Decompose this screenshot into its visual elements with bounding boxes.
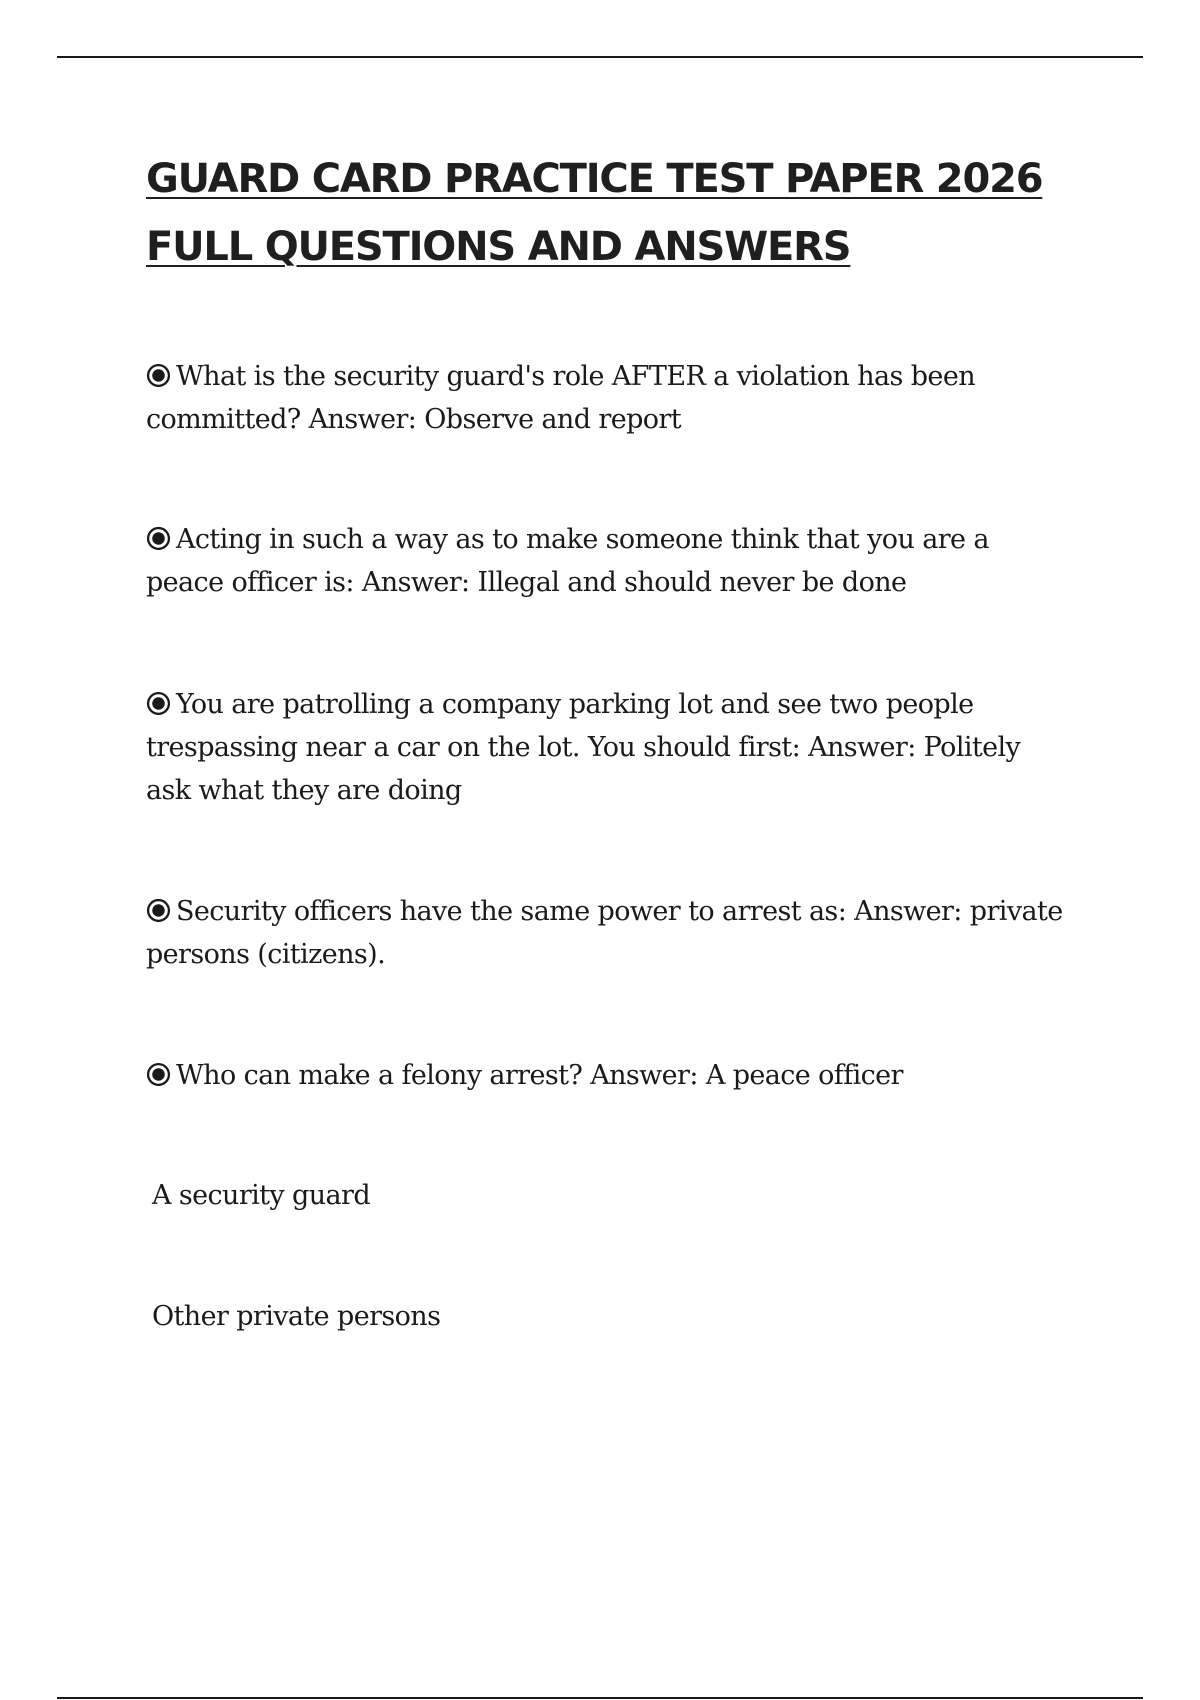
radio-bullet-icon [146,363,171,388]
question-text: Who can make a felony arrest? Answer: A peace officer [176,1060,903,1091]
bottom-rule [57,1697,1143,1699]
answer-option: Other private persons [152,1301,441,1332]
radio-bullet-icon [146,691,171,716]
question-item [146,1054,1066,1097]
question-item [146,890,1066,976]
question-text: What is the security guard's role AFTER a violation has been committed? Answer: Observe and report [146,361,975,435]
question-text: Acting in such a way as to make someone think that you are a peace officer is: Answer: Illegal and should never be done [146,524,989,598]
radio-bullet-icon [146,1062,171,1087]
question-text: Security officers have the same power to arrest as: Answer: private persons (citizens). [146,896,1063,970]
question-item [146,518,1066,604]
radio-bullet-icon [146,526,171,551]
document-title: GUARD CARD PRACTICE TEST PAPER 2026 FULL QUESTIONS AND ANSWERS [146,156,1043,270]
answer-option: A security guard [152,1180,371,1211]
question-item [146,683,1066,812]
question-item [146,355,1066,441]
question-text: You are patrolling a company parking lot and see two people trespassing near a car on the lot. You should first: Answer: Politely ask what they are doing [146,689,1021,806]
top-rule [57,56,1143,58]
radio-bullet-icon [146,898,171,923]
